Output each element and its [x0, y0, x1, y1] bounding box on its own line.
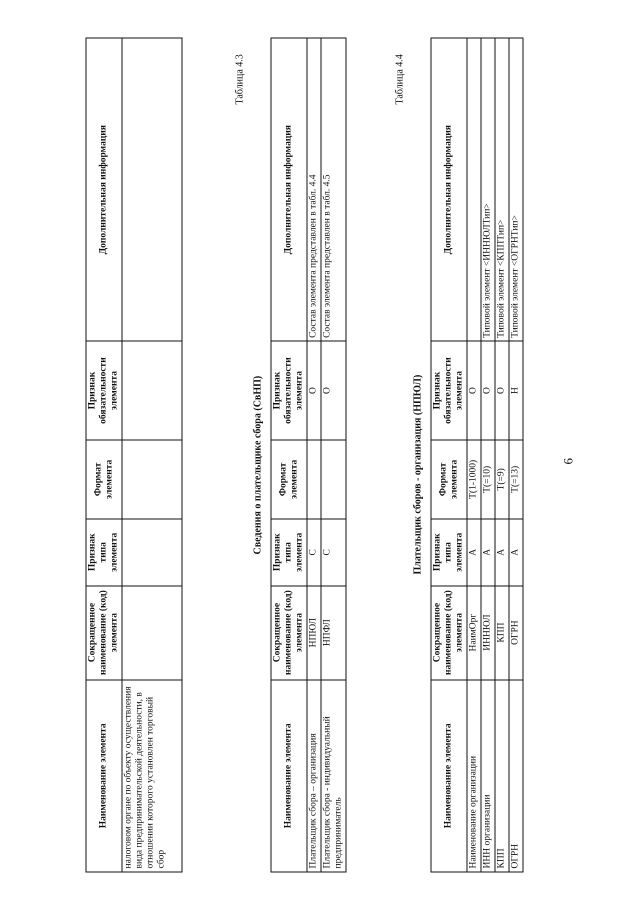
page-number: 6 — [560, 458, 576, 465]
col-format: Формат элемента — [431, 440, 467, 519]
cell-required: О — [467, 341, 481, 439]
col-required: Признак обязательности элемента — [431, 341, 467, 439]
cell-type: А — [509, 519, 523, 586]
cell-info: Состав элемента представлен в табл. 4.5 — [321, 38, 346, 341]
cell-required: О — [495, 341, 509, 439]
table-row — [321, 38, 346, 872]
cell-type: А — [495, 519, 509, 586]
organization-payer-table — [431, 38, 524, 873]
cell-required: Н — [509, 341, 523, 439]
table-continuation — [86, 38, 183, 873]
cell-format — [122, 440, 182, 519]
cell-short: НаимОрг — [467, 586, 481, 680]
cell-format — [307, 440, 321, 519]
col-type: Признак типа элемента — [86, 519, 122, 586]
cell-required: О — [321, 341, 346, 439]
cell-info — [467, 38, 481, 341]
cell-format: T(=9) — [495, 440, 509, 519]
col-name: Наименование элемента — [431, 680, 467, 872]
col-info: Дополнительная информация — [431, 38, 467, 341]
col-type: Признак типа элемента — [431, 519, 467, 586]
cell-short: ИННЮЛ — [481, 586, 495, 680]
cell-short: ОГРН — [509, 586, 523, 680]
cell-name: ИНН организации — [481, 680, 495, 872]
table-caption: Плательщик сборов - организация (НПЮЛ) — [412, 374, 424, 575]
cell-name: Плательщик сбора – организация — [307, 680, 321, 872]
cell-name: Наименование организации — [467, 680, 481, 872]
cell-name: Плательщик сбора - индивидуальный предприниматель — [321, 680, 346, 872]
table-row — [307, 38, 321, 872]
table-header-row — [86, 38, 122, 872]
cell-format: T(=13) — [509, 440, 523, 519]
cell-info: Типовой элемент <ИННЮЛТип> — [481, 38, 495, 341]
cell-short: НПЮЛ — [307, 586, 321, 680]
col-required: Признак обязательности элемента — [86, 341, 122, 439]
cell-required: О — [307, 341, 321, 439]
cell-short — [122, 586, 182, 680]
cell-format: T(=10) — [481, 440, 495, 519]
cell-type: С — [321, 519, 346, 586]
cell-short: КПП — [495, 586, 509, 680]
cell-info — [122, 38, 182, 341]
cell-type — [122, 519, 182, 586]
table-row — [495, 38, 509, 872]
col-required: Признак обязательности элемента — [271, 341, 307, 439]
col-short: Сокращенное наименование (код) элемента — [271, 586, 307, 680]
cell-type: С — [307, 519, 321, 586]
cell-name: налоговом органе по объекту осуществления вида предпринимательской деятельности, в отношении которого установлен торговый сбор — [122, 680, 182, 872]
col-format: Формат элемента — [86, 440, 122, 519]
table-row — [509, 38, 523, 872]
cell-format — [321, 440, 346, 519]
payer-info-table — [271, 38, 347, 873]
cell-info: Состав элемента представлен в табл. 4.4 — [307, 38, 321, 341]
col-info: Дополнительная информация — [271, 38, 307, 341]
cell-required — [122, 341, 182, 439]
col-info: Дополнительная информация — [86, 38, 122, 341]
table-caption: Сведения о плательщике сбора (СвНП) — [252, 375, 264, 555]
cell-type: А — [467, 519, 481, 586]
cell-type: А — [481, 519, 495, 586]
cell-info: Типовой элемент <КППТип> — [495, 38, 509, 341]
cell-required: О — [481, 341, 495, 439]
col-short: Сокращенное наименование (код) элемента — [431, 586, 467, 680]
col-short: Сокращенное наименование (код) элемента — [86, 586, 122, 680]
table-number: Таблица 4.4 — [394, 54, 406, 105]
table-number: Таблица 4.3 — [234, 54, 246, 105]
table-row — [122, 38, 182, 872]
table-row — [467, 38, 481, 872]
rotated-content — [1, 0, 640, 905]
cell-short: НПФЛ — [321, 586, 346, 680]
table-header-row — [271, 38, 307, 872]
col-format: Формат элемента — [271, 440, 307, 519]
table-row — [481, 38, 495, 872]
cell-name: ОГРН — [509, 680, 523, 872]
cell-info: Типовой элемент <ОГРНТип> — [509, 38, 523, 341]
cell-name: КПП — [495, 680, 509, 872]
col-type: Признак типа элемента — [271, 519, 307, 586]
col-name: Наименование элемента — [271, 680, 307, 872]
cell-format: T(1-1000) — [467, 440, 481, 519]
table-header-row — [431, 38, 467, 872]
col-name: Наименование элемента — [86, 680, 122, 872]
